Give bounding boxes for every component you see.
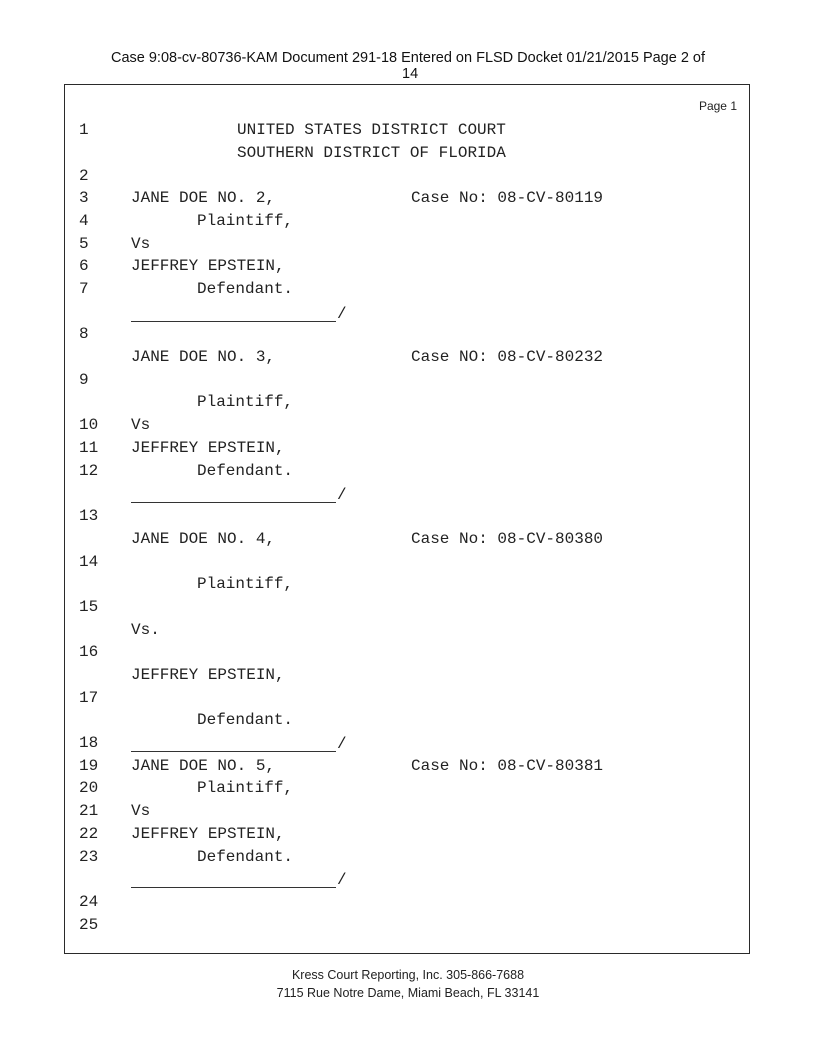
line-number: 12 (79, 462, 99, 480)
footer-line: 7115 Rue Notre Dame, Miami Beach, FL 33141 (276, 986, 540, 1000)
defendant-role: Defendant. (197, 462, 294, 480)
line-number: 8 (79, 325, 89, 343)
case-number: Case NO: 08-CV-80232 (411, 348, 604, 366)
defendant-role: Defendant. (197, 711, 294, 729)
line-number: 2 (79, 167, 89, 185)
defendant-role: Defendant. (197, 848, 294, 866)
defendant-name: JEFFREY EPSTEIN, (131, 825, 285, 843)
plaintiff-name: JANE DOE NO. 5, (131, 757, 276, 775)
plaintiff-role: Plaintiff, (197, 575, 294, 593)
line-number: 23 (79, 848, 99, 866)
plaintiff-role: Plaintiff, (197, 393, 294, 411)
line-number: 1 (79, 121, 89, 139)
line-number: 25 (79, 916, 99, 934)
plaintiff-role: Plaintiff, (197, 779, 294, 797)
defendant-name: JEFFREY EPSTEIN, (131, 257, 285, 275)
line-number: 11 (79, 439, 99, 457)
court-district: SOUTHERN DISTRICT OF FLORIDA (237, 144, 506, 162)
line-number: 21 (79, 802, 99, 820)
plaintiff-name: JANE DOE NO. 4, (131, 530, 276, 548)
line-number: 5 (79, 235, 89, 253)
plaintiff-role: Plaintiff, (197, 212, 294, 230)
filing-page-total: 14 (402, 66, 419, 82)
line-number: 4 (79, 212, 89, 230)
plaintiff-name: JANE DOE NO. 3, (131, 348, 276, 366)
versus: Vs (131, 235, 151, 253)
page-label: Page 1 (698, 99, 737, 113)
line-number: 6 (79, 257, 89, 275)
court-name: UNITED STATES DISTRICT COURT (237, 121, 506, 139)
case-number: Case No: 08-CV-80380 (411, 530, 604, 548)
signature-slash: / (337, 486, 347, 504)
line-number: 10 (79, 416, 99, 434)
line-number: 18 (79, 734, 99, 752)
filing-header (0, 50, 816, 82)
line-number: 17 (79, 689, 99, 707)
versus: Vs (131, 416, 151, 434)
signature-rule (131, 321, 336, 322)
line-number: 9 (79, 371, 89, 389)
defendant-role: Defendant. (197, 280, 294, 298)
line-number: 3 (79, 189, 89, 207)
defendant-name: JEFFREY EPSTEIN, (131, 666, 285, 684)
signature-slash: / (337, 735, 347, 753)
line-number: 24 (79, 893, 99, 911)
line-number: 19 (79, 757, 99, 775)
case-number: Case No: 08-CV-80381 (411, 757, 604, 775)
versus: Vs. (131, 621, 160, 639)
signature-slash: / (337, 305, 347, 323)
footer-line: Kress Court Reporting, Inc. 305-866-7688 (291, 968, 525, 982)
signature-rule (131, 751, 336, 752)
defendant-name: JEFFREY EPSTEIN, (131, 439, 285, 457)
versus: Vs (131, 802, 151, 820)
signature-rule (131, 887, 336, 888)
filing-header-text: Case 9:08-cv-80736-KAM Document 291-18 Entered on FLSD Docket 01/21/2015 Page 2 of (110, 50, 706, 66)
line-number: 14 (79, 553, 99, 571)
line-number: 22 (79, 825, 99, 843)
plaintiff-name: JANE DOE NO. 2, (131, 189, 276, 207)
signature-slash: / (337, 871, 347, 889)
signature-rule (131, 502, 336, 503)
line-number: 16 (79, 643, 99, 661)
case-number: Case No: 08-CV-80119 (411, 189, 604, 207)
transcript-page (64, 84, 750, 954)
line-number: 20 (79, 779, 99, 797)
line-number: 7 (79, 280, 89, 298)
line-number: 13 (79, 507, 99, 525)
line-number: 15 (79, 598, 99, 616)
